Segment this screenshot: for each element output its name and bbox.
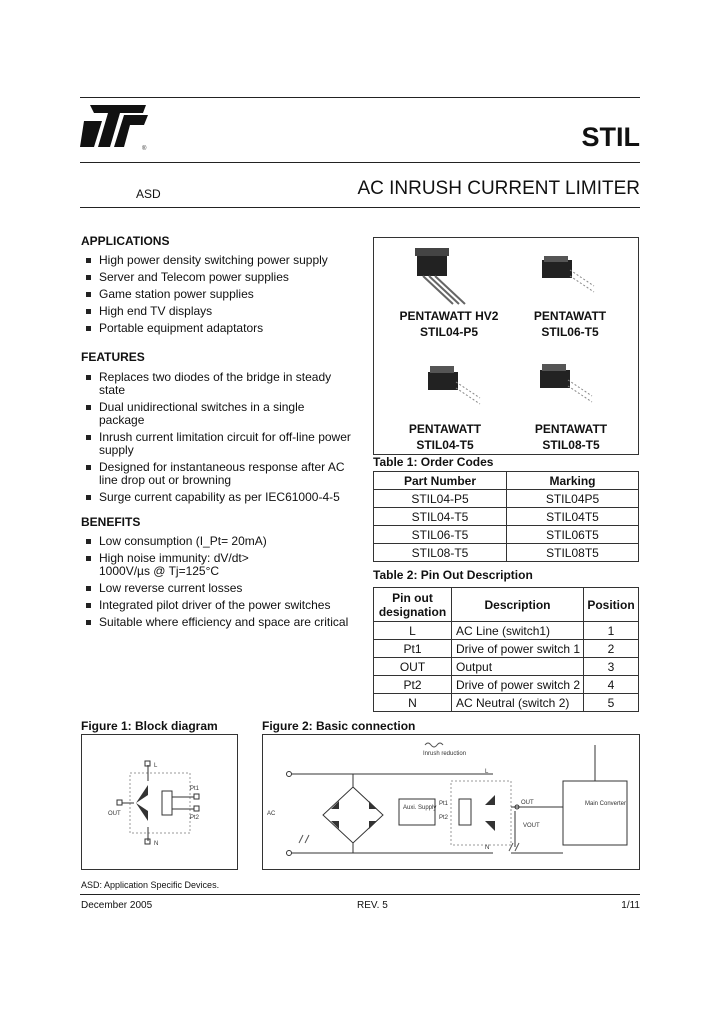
table-header-row [374,472,639,490]
list-item: Low reverse current losses [86,582,361,595]
list-item: Replaces two diodes of the bridge in steady state [86,371,351,397]
table-cell: STIL04-P5 [374,490,507,508]
page-title: AC INRUSH CURRENT LIMITER [357,178,640,199]
list-item: High power density switching power supply [86,254,356,267]
table-cell: Pt2 [374,676,452,694]
table1-caption: Table 1: Order Codes [373,455,494,469]
package-label-t5-08: PENTAWATT STIL08-T5 [534,422,608,452]
table-row [374,622,639,640]
fig2-label-pt1: Pt1 [439,801,449,807]
table-row [374,658,639,676]
table-row [374,490,639,508]
table-cell: STIL06-T5 [374,526,507,544]
table-cell: Drive of power switch 1 [452,640,584,658]
list-item: Suitable where efficiency and space are critical [86,616,361,629]
table-cell: 5 [584,694,639,712]
st-logo-icon [80,103,152,151]
table-row [374,640,639,658]
table-cell: Pt1 [374,640,452,658]
table-row [374,526,639,544]
package-image-hv2 [405,244,505,309]
table2-caption: Table 2: Pin Out Description [373,568,533,582]
list-item: Designed for instantaneous response after AC line drop out or browning [86,461,351,487]
column-header: Description [452,588,584,622]
list-item: Integrated pilot driver of the power switches [86,599,361,612]
table-cell: STIL08-T5 [374,544,507,562]
table-cell: 2 [584,640,639,658]
table-row [374,508,639,526]
fig2-label-inrush: Inrush reduction [423,751,467,757]
figure2-caption: Figure 2: Basic connection [262,719,416,733]
table-cell: STIL04P5 [507,490,639,508]
basic-connection-diagram [263,735,639,869]
page-number: 1/11 [621,900,640,911]
table-cell: 1 [584,622,639,640]
block-diagram [82,735,237,869]
table-cell: STIL04-T5 [374,508,507,526]
list-item: High end TV displays [86,305,356,318]
package-label-hv2: PENTAWATT HV2 STIL04-P5 [399,309,499,339]
table-cell: N [374,694,452,712]
list-item: Portable equipment adaptators [86,322,356,335]
title-rule [80,207,640,208]
table-cell: Drive of power switch 2 [452,676,584,694]
column-header: Pin out designation [374,588,452,622]
footer-rule [80,894,640,895]
fig2-label-vout: VOUT [523,823,540,829]
features-title: FEATURES [81,350,145,364]
fig1-label-pt2: Pt2 [190,815,200,821]
table-row [374,676,639,694]
fig2-label-n: N [485,845,490,851]
list-item: Inrush current limitation circuit for off-line power supply [86,431,351,457]
benefits-list [86,535,361,633]
svg-text:®: ® [142,146,147,151]
table-cell: STIL04T5 [507,508,639,526]
list-item: High noise immunity: dV/dt> 1000V/µs @ Tj=125°C [86,552,266,578]
table-cell: L [374,622,452,640]
list-item: Dual unidirectional switches in a single package [86,401,351,427]
list-item: Game station power supplies [86,288,356,301]
applications-title: APPLICATIONS [81,234,170,248]
category-label: ASD [136,187,161,201]
package-label-t5-04: PENTAWATT STIL04-T5 [408,422,482,452]
package-image-t5-b [410,358,490,413]
fig2-label-pt2: Pt2 [439,815,449,821]
list-item: Server and Telecom power supplies [86,271,356,284]
fig2-label-l: L [485,769,489,775]
fig2-label-aux: Auxi. Supply [403,805,437,811]
package-image-t5-c [528,356,608,411]
table-row [374,544,639,562]
fig1-label-out: OUT [108,811,121,817]
list-item: Surge current capability as per IEC61000-4-5 [86,491,351,504]
package-image-t5-a [530,250,610,300]
pinout-table [373,587,639,712]
table-cell: OUT [374,658,452,676]
package-label-t5-06: PENTAWATT STIL06-T5 [533,309,607,339]
column-header: Marking [507,472,639,490]
benefits-title: BENEFITS [81,515,141,529]
footer-revision: REV. 5 [357,900,388,911]
fig2-label-ac: AC [267,811,276,817]
fig1-label-n: N [154,841,159,847]
product-name: STIL [581,122,640,152]
table-cell: AC Neutral (switch 2) [452,694,584,712]
fig1-label-l: L [154,763,158,769]
table-cell: 3 [584,658,639,676]
header-rule [80,162,640,163]
applications-list [86,254,356,339]
footer-date: December 2005 [81,900,153,911]
fig2-label-main: Main Converter [585,801,627,807]
table-cell: Output [452,658,584,676]
table-cell: AC Line (switch1) [452,622,584,640]
footnote: ASD: Application Specific Devices. [81,880,220,890]
features-list [86,371,351,508]
table-cell: 4 [584,676,639,694]
fig2-label-out: OUT [521,800,534,806]
top-rule [80,97,640,98]
column-header: Position [584,588,639,622]
table-cell: STIL08T5 [507,544,639,562]
fig1-label-pt1: Pt1 [190,786,200,792]
table-header-row [374,588,639,622]
order-codes-table [373,471,639,562]
column-header: Part Number [374,472,507,490]
list-item: Low consumption (I_Pt= 20mA) [86,535,361,548]
table-cell: STIL06T5 [507,526,639,544]
table-row [374,694,639,712]
figure1-caption: Figure 1: Block diagram [81,719,218,733]
